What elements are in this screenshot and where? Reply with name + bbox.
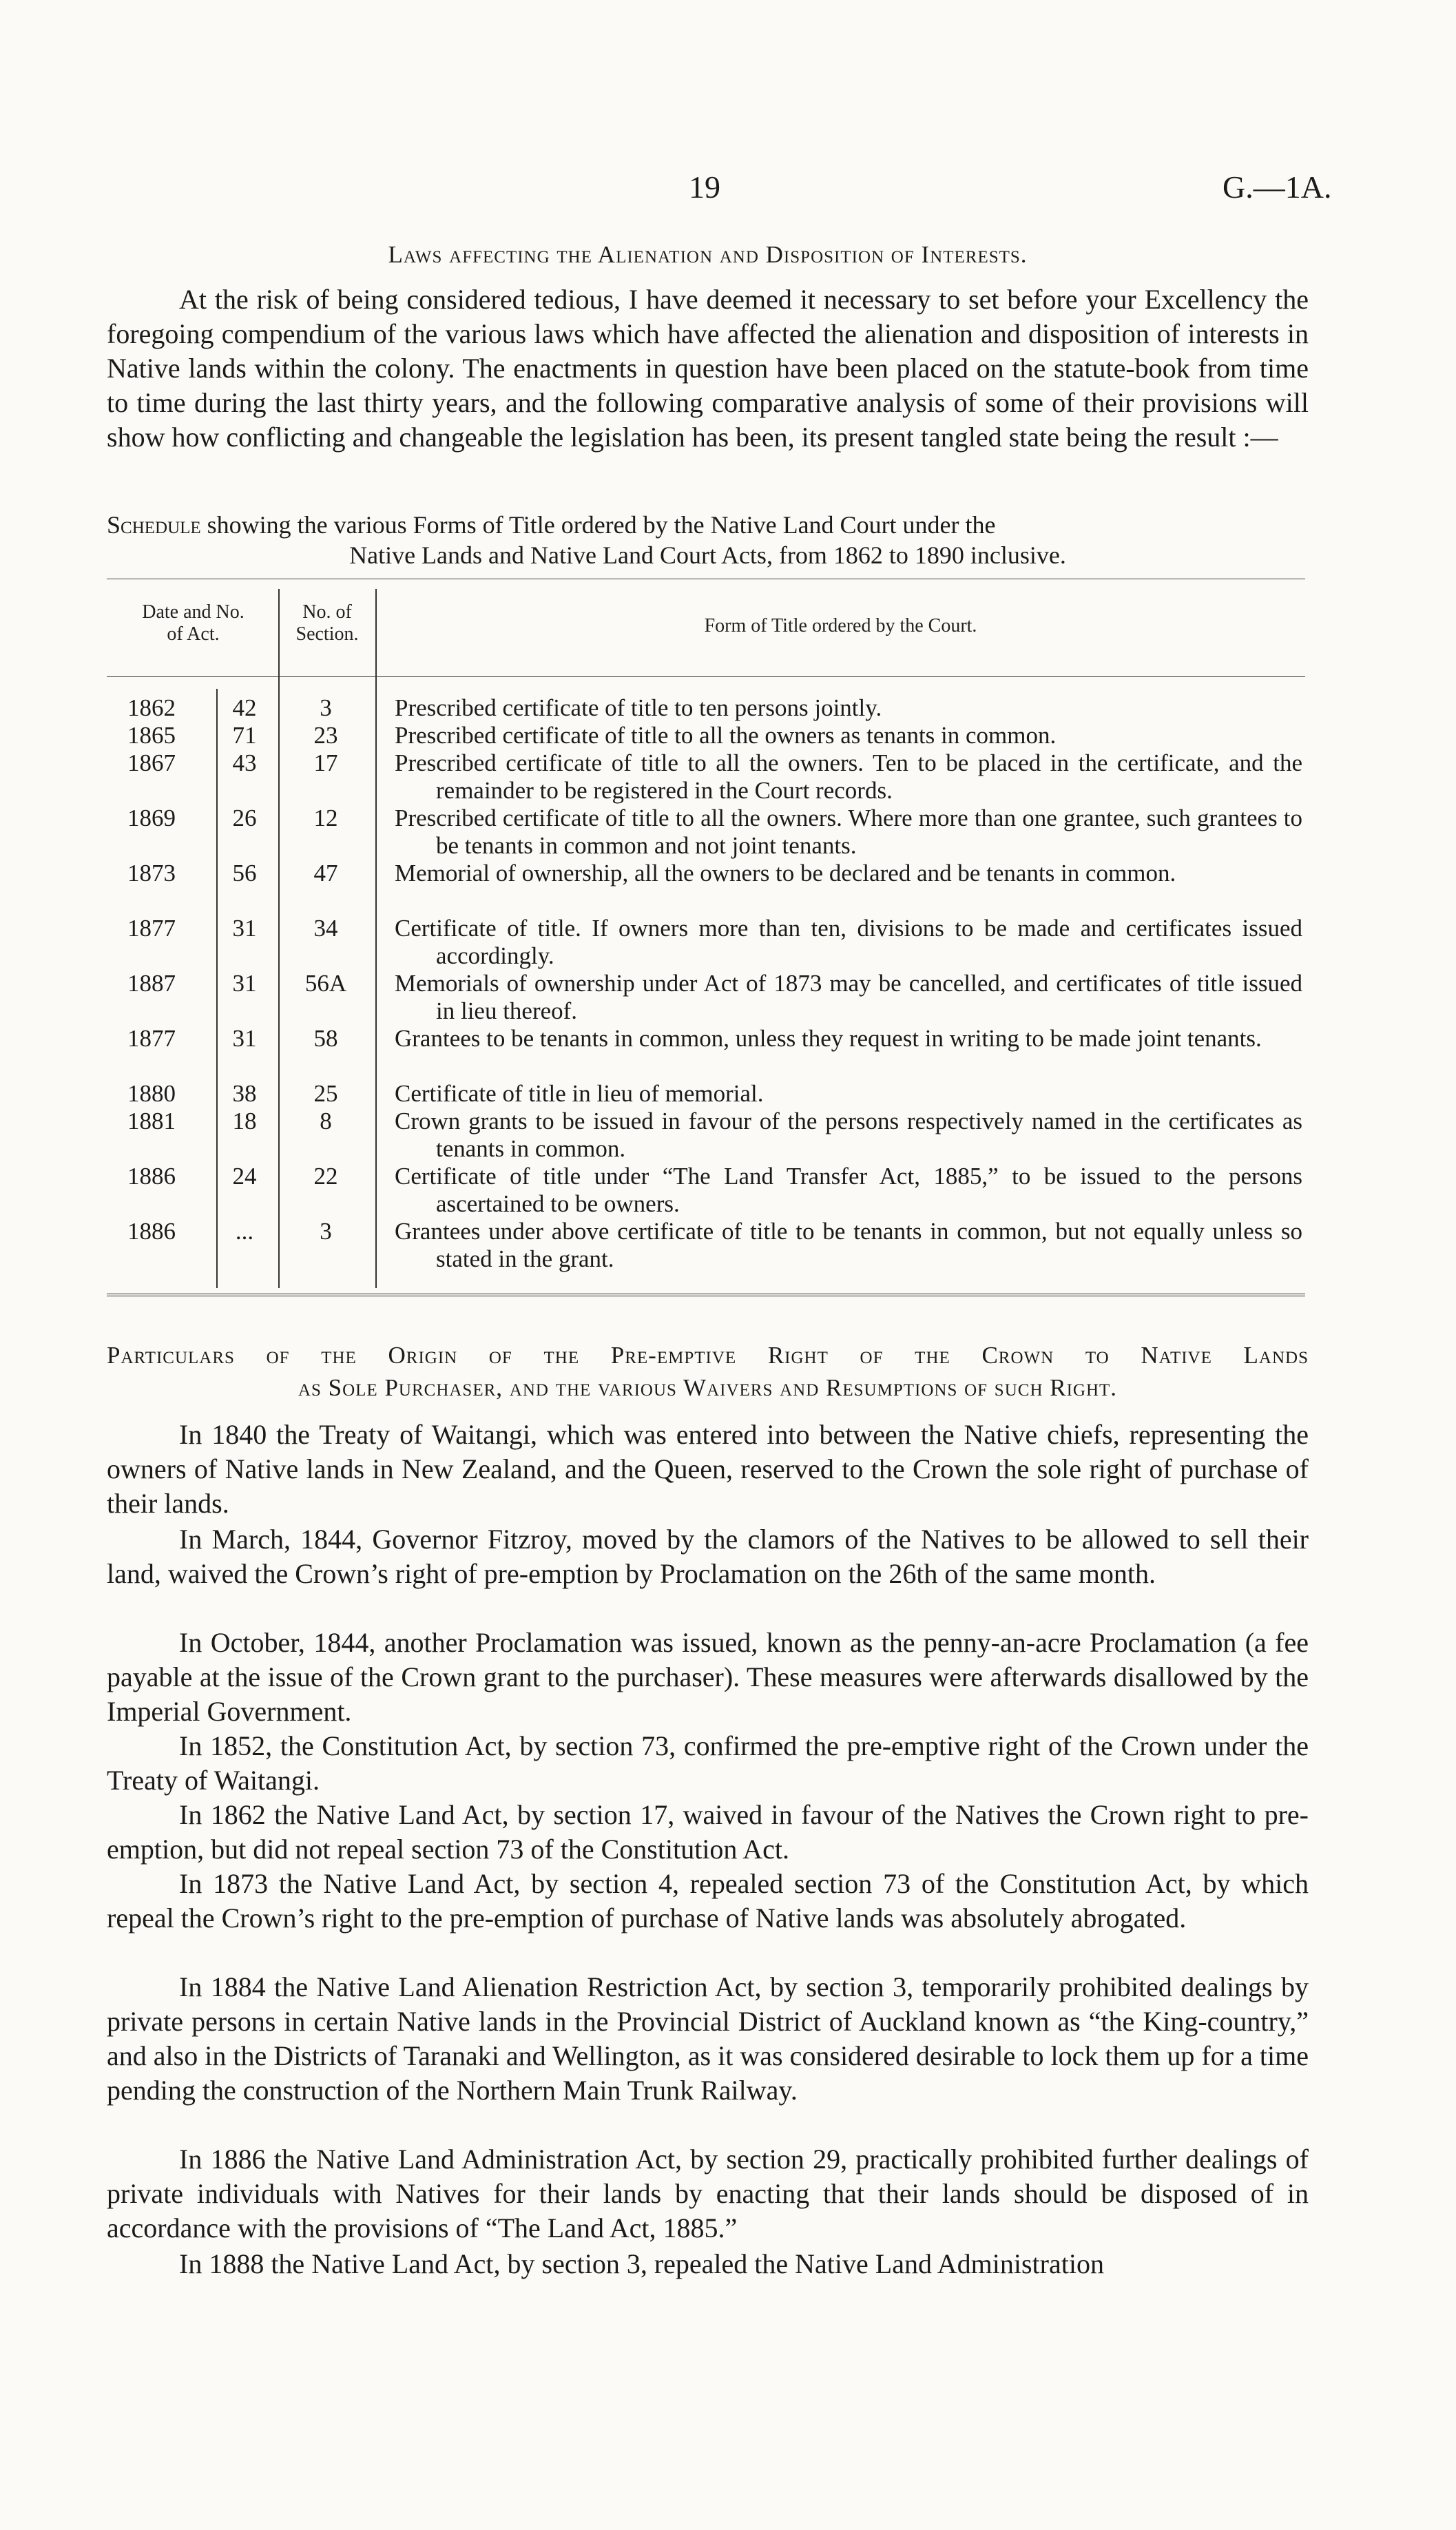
table-cell-form-text: Certificate of title in lieu of memorial.	[395, 1080, 764, 1107]
table-cell-year: 1873	[127, 860, 176, 886]
table-divider-no-section	[278, 589, 280, 1288]
table-cell-act-no: 18	[232, 1108, 257, 1134]
col-header-date-no-line2: of Act.	[167, 623, 220, 645]
table-cell-act-no: 24	[232, 1163, 257, 1190]
section-heading-preemptive-line1: Particulars of the Origin of the Pre-emptive Right of the Crown to Native Lands	[107, 1342, 1309, 1369]
col-header-date-no-line1: Date and No.	[142, 601, 245, 623]
table-cell-act-no: 31	[232, 915, 257, 942]
table-cell-form	[395, 1080, 1302, 1108]
table-cell-section: 58	[313, 1025, 338, 1052]
table-cell-section: 8	[320, 1108, 332, 1134]
table-cell-act-no: 31	[232, 970, 257, 997]
body-paragraph: In 1873 the Native Land Act, by section 4, repealed section 73 of the Constitution Act, by which repeal the Crown’s right to the pre-emption of purchase of Native lands was absolutely abrogated.	[107, 1868, 1309, 1933]
document-reference: G.—1A.	[1223, 169, 1332, 205]
table-cell-form	[395, 970, 1302, 1025]
table-cell-form-text: Certificate of title under “The Land Transfer Act, 1885,” to be issued to the persons ascertained to be owners.	[395, 1163, 1302, 1217]
schedule-caption	[107, 510, 1309, 570]
section-heading-preemptive-line2: as Sole Purchaser, and the various Waivers and Resumptions of such Right.	[298, 1374, 1118, 1401]
table-cell-form	[395, 1108, 1302, 1163]
table-cell-form	[395, 749, 1302, 805]
body-paragraph: In 1840 the Treaty of Waitangi, which was entered into between the Native chiefs, representing the owners of Native lands in New Zealand, and the Queen, reserved to the Crown the sole right of purchase of their lands.	[107, 1419, 1309, 1519]
table-cell-form-text: Prescribed certificate of title to all the owners. Where more than one grantee, such grantees to be tenants in common and not joint tenants.	[395, 805, 1302, 859]
section-heading-laws: Laws affecting the Alienation and Disposition of Interests.	[388, 241, 1028, 268]
body-paragraph: In 1852, the Constitution Act, by section 73, confirmed the pre-emptive right of the Crown under the Treaty of Waitangi.	[107, 1730, 1309, 1796]
table-cell-form	[395, 1025, 1302, 1053]
table-cell-act-no: 43	[232, 749, 257, 776]
table-cell-section: 12	[313, 805, 338, 831]
col-header-section	[280, 601, 375, 645]
table-cell-act-no: 26	[232, 805, 257, 831]
table-cell-section: 17	[313, 749, 338, 776]
schedule-caption-line2: Native Lands and Native Land Court Acts, from 1862 to 1890 inclusive.	[349, 541, 1066, 569]
body-paragraph: In March, 1844, Governor Fitzroy, moved by the clamors of the Natives to be allowed to sell their land, waived the Crown’s right of pre-emption by Proclamation on the 26th of the same month.	[107, 1524, 1309, 1589]
table-cell-section: 56A	[304, 970, 347, 997]
intro-paragraph: At the risk of being considered tedious, I have deemed it necessary to set before your Excellency the foregoing compendium of the various laws which have affected the alienation and disposition of interests in Native lands within the colony. The enactments in question have been placed on the statute-book from time to time during the last thirty years, and the following comparative analysis of some of their provisions will show how conflicting and changeable the legislation has been, its present tangled state being the result :—	[107, 284, 1309, 453]
table-cell-act-no: 42	[232, 694, 257, 721]
table-cell-form	[395, 805, 1302, 860]
table-cell-form-text: Certificate of title. If owners more than ten, divisions to be made and certificates issued accordingly.	[395, 915, 1302, 969]
table-cell-form-text: Grantees to be tenants in common, unless they request in writing to be made joint tenants.	[395, 1025, 1262, 1052]
table-cell-form-text: Grantees under above certificate of title to be tenants in common, but not equally unless so stated in the grant.	[395, 1218, 1302, 1272]
table-cell-form	[395, 722, 1302, 749]
table-cell-form	[395, 1218, 1302, 1273]
table-cell-act-no: 38	[232, 1080, 257, 1107]
body-paragraph: In October, 1844, another Proclamation was issued, known as the penny-an-acre Proclamation (a fee payable at the issue of the Crown grant to the purchaser). These measures were afterwards disallowed by the Imperial Government.	[107, 1627, 1309, 1727]
body-paragraph: In 1886 the Native Land Administration Act, by section 29, practically prohibited further dealings of private individuals with Natives for their lands by enacting that their lands should be disposed of in accordance with the provisions of “The Land Act, 1885.”	[107, 2144, 1309, 2243]
table-cell-form	[395, 1163, 1302, 1218]
table-cell-form-text: Prescribed certificate of title to all the owners as tenants in common.	[395, 722, 1057, 749]
table-cell-section: 3	[320, 694, 332, 721]
table-cell-year: 1877	[127, 1025, 176, 1052]
body-paragraph: In 1862 the Native Land Act, by section 17, waived in favour of the Natives the Crown right to pre-emption, but did not repeal section 73 of the Constitution Act.	[107, 1799, 1309, 1865]
table-cell-form-text: Crown grants to be issued in favour of the persons respectively named in the certificates as tenants in common.	[395, 1108, 1302, 1162]
table-cell-form	[395, 694, 1302, 722]
table-cell-act-no: 56	[232, 860, 257, 886]
page-number: 19	[689, 169, 720, 205]
table-cell-section: 3	[320, 1218, 332, 1245]
schedule-caption-lead: Schedule	[107, 511, 201, 539]
table-cell-year: 1887	[127, 970, 176, 997]
table-cell-section: 25	[313, 1080, 338, 1107]
table-cell-year: 1862	[127, 694, 176, 721]
table-cell-act-no: 71	[232, 722, 257, 749]
table-cell-act-no: 31	[232, 1025, 257, 1052]
body-paragraph: In 1888 the Native Land Act, by section 3, repealed the Native Land Administration	[179, 2248, 1104, 2279]
table-cell-section: 34	[313, 915, 338, 942]
table-header-rule	[107, 676, 1305, 677]
body-paragraph: In 1884 the Native Land Alienation Restriction Act, by section 3, temporarily prohibited dealings by private persons in certain Native lands in the Provincial District of Auckland known as “the King-country,” and also in the Districts of Taranaki and Wellington, as it was considered desirable to lock them up for a time pending the construction of the Northern Main Trunk Railway.	[107, 1971, 1309, 2106]
table-cell-section: 22	[313, 1163, 338, 1190]
table-cell-year: 1877	[127, 915, 176, 942]
schedule-caption-line1: showing the various Forms of Title ordered by the Native Land Court under the	[207, 511, 996, 539]
table-cell-form-text: Prescribed certificate of title to all the owners. Ten to be placed in the certificate, and the remainder to be registered in the Court records.	[395, 749, 1302, 804]
table-cell-form	[395, 915, 1302, 970]
table-divider-section-form	[375, 589, 377, 1288]
table-bottom-rule	[107, 1294, 1305, 1296]
table-cell-section: 23	[313, 722, 338, 749]
table-cell-year: 1865	[127, 722, 176, 749]
col-header-date-no	[109, 601, 278, 645]
table-cell-form	[395, 860, 1302, 887]
table-cell-year: 1880	[127, 1080, 176, 1107]
col-header-form: Form of Title ordered by the Court.	[704, 615, 977, 636]
col-header-section-line2: Section.	[295, 623, 359, 645]
table-cell-year: 1886	[127, 1163, 176, 1190]
table-cell-year: 1886	[127, 1218, 176, 1245]
table-cell-form-text: Memorial of ownership, all the owners to be declared and be tenants in common.	[395, 860, 1176, 886]
table-cell-year: 1881	[127, 1108, 176, 1134]
table-cell-year: 1869	[127, 805, 176, 831]
table-cell-form-text: Prescribed certificate of title to ten persons jointly.	[395, 694, 882, 721]
table-cell-section: 47	[313, 860, 338, 886]
table-cell-form-text: Memorials of ownership under Act of 1873 may be cancelled, and certificates of title issued in lieu thereof.	[395, 970, 1302, 1024]
table-cell-year: 1867	[127, 749, 176, 776]
col-header-section-line1: No. of	[302, 601, 352, 623]
table-cell-act-no: ...	[235, 1218, 254, 1245]
